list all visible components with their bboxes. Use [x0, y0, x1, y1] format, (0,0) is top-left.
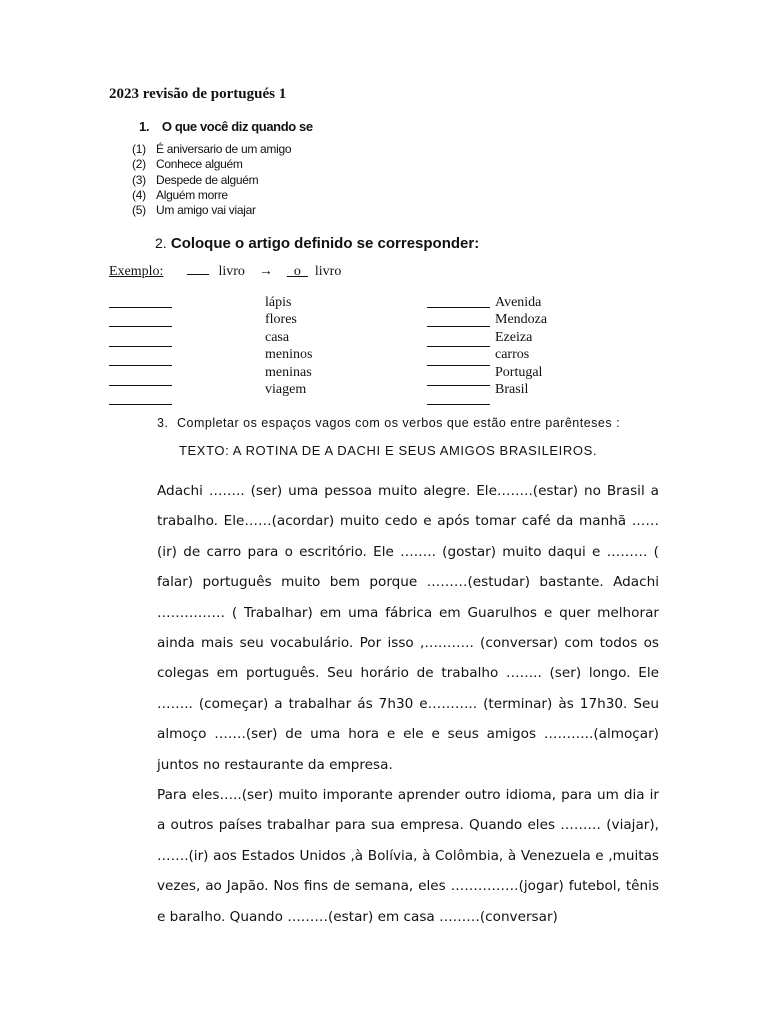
question-3-text: Completar os espaços vagos com os verbos que estão entre parênteses :	[176, 416, 621, 430]
example-blank	[187, 262, 209, 275]
noun-word: Portugal	[495, 364, 543, 380]
question-1-number: 1.	[139, 119, 150, 134]
option-item: (2) Conhece alguém	[132, 157, 243, 172]
article-blank[interactable]	[427, 372, 490, 386]
noun-word: meninos	[265, 347, 313, 363]
question-2-number: 2.	[155, 235, 167, 251]
question-1-text: O que você diz quando se	[161, 119, 313, 134]
right-blanks	[427, 294, 490, 410]
article-blank[interactable]	[427, 313, 490, 327]
article-blank[interactable]	[427, 294, 490, 308]
noun-word: carros	[495, 347, 530, 363]
noun-word: Mendoza	[495, 312, 548, 328]
article-blank[interactable]	[427, 333, 490, 347]
document-title: 2023 revisão de portugués 1	[109, 86, 287, 102]
article-blank[interactable]	[109, 333, 172, 347]
noun-word: viagem	[265, 382, 307, 398]
noun-word: casa	[265, 329, 290, 345]
noun-word: Avenida	[495, 295, 542, 310]
example-word: livro	[218, 264, 245, 279]
article-blank[interactable]	[427, 352, 490, 366]
example-result: livro	[314, 264, 342, 279]
option-item: (3) Despede de alguém	[132, 172, 259, 187]
article-blank[interactable]	[109, 391, 172, 405]
question-1-heading	[139, 119, 313, 134]
option-item: (5) Um amigo vai viajar	[132, 203, 256, 218]
question-3-number: 3.	[157, 416, 169, 430]
noun-word: Ezeiza	[495, 329, 533, 345]
arrow-icon: →	[258, 264, 273, 279]
left-blanks	[109, 294, 172, 410]
paragraph-1: Adachi …….. (ser) uma pessoa muito alegre. Ele……..(estar) no Brasil a trabalho. Ele……(acordar) muito cedo e após tomar café da manhã …… (ir) de carro para o escritório. Ele …….. (gostar) muito daqui e ……… ( falar) português muito bem porque ………(estudar) bastante. Adachi …………… ( Trabalhar) em uma fábrica em Guarulhos e quer melhorar ainda mais seu vocabulário. Por isso ,……….. (conversar) com todos os colegas em português. Seu horário de trabalho …….. (ser) longo. Ele …….. (começar) a trabalhar ás 7h30 e……….. (terminar) às 17h30. Seu almoço …….(ser) de uma hora e ele e seus amigos ………..(almoçar) juntos no restaurante da empresa.	[157, 483, 659, 773]
paragraph-2: Para eles…..(ser) muito imporante aprender outro idioma, para um dia ir a outros países trabalhar para sua empresa. Quando eles ……… (viajar), …….(ir) aos Estados Unidos ,à Bolívia, à Colômbia, à Venezuela e ,muitas vezes, ao Japão. Nos fins de semana, eles ……………(jogar) futebol, tênis e baralho. Quando ………(estar) em casa ………(conversar)	[157, 787, 659, 925]
question-3-heading	[157, 416, 620, 430]
example-answer: o	[293, 264, 301, 279]
left-words	[265, 294, 312, 398]
noun-word: lápis	[265, 295, 292, 310]
option-item: (1) É aniversario de um amigo	[132, 142, 292, 156]
example-line	[109, 262, 341, 280]
noun-word: meninas	[265, 364, 312, 380]
question-2-text: Coloque o artigo definido se corresponder:	[170, 235, 480, 252]
example-label: Exemplo:	[109, 264, 164, 279]
article-blank[interactable]	[427, 391, 490, 405]
texto-title: TEXTO: A ROTINA DE A DACHI E SEUS AMIGOS BRASILEIROS.	[179, 443, 598, 458]
option-item: (4) Alguém morre	[132, 187, 228, 202]
article-blank[interactable]	[109, 372, 172, 386]
noun-word: flores	[265, 312, 297, 328]
right-words	[495, 294, 547, 398]
question-1-options	[132, 142, 291, 218]
article-blank[interactable]	[109, 352, 172, 366]
article-blank[interactable]	[109, 294, 172, 308]
noun-word: Brasil	[495, 382, 529, 398]
reading-text	[157, 476, 659, 932]
question-2-heading	[155, 235, 479, 252]
article-blank[interactable]	[109, 313, 172, 327]
